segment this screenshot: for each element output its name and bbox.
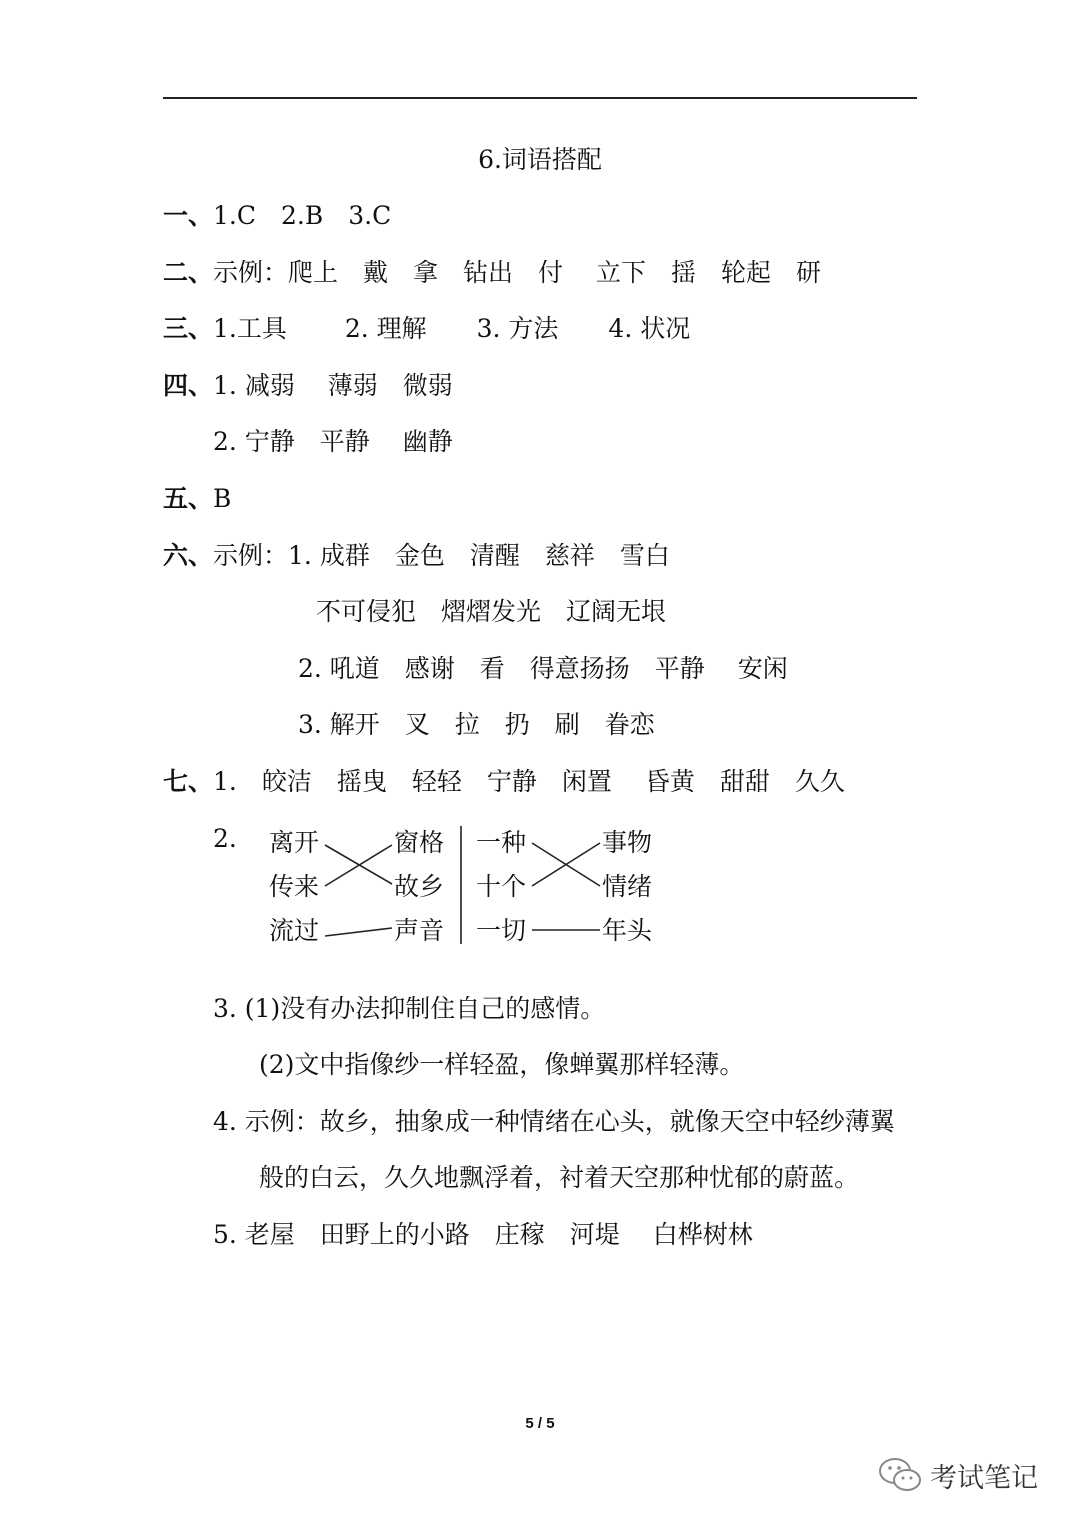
- section-7-text-1: 1. 皎洁 摇曳 轻轻 宁静 闲置 昏黄 甜甜 久久: [213, 767, 845, 796]
- section-6-text-1: 示例：1. 成群 金色 清醒 慈祥 雪白: [213, 541, 670, 570]
- section-2-number: 二、: [163, 258, 214, 287]
- section-5-number: 五、: [163, 484, 214, 513]
- match-right-word: 一种: [476, 828, 527, 857]
- match-left-word: 离开: [269, 828, 320, 857]
- section-7-item-2-number: 2.: [213, 824, 237, 853]
- section-6-number: 六、: [163, 541, 214, 570]
- match-right-target: 事物: [602, 828, 653, 857]
- section-1-text: 1.C 2.B 3.C: [213, 201, 392, 230]
- section-6-line-3: 2. 吼道 感谢 看 得意扬扬 平静 安闲: [298, 654, 788, 683]
- wechat-icon: [876, 1455, 924, 1495]
- section-7-item-5: 5. 老屋 田野上的小路 庄稼 河堤 白桦树林: [213, 1220, 753, 1249]
- match-left-word: 传来: [269, 872, 320, 901]
- section-6-line-2: 不可侵犯 熠熠发光 辽阔无垠: [316, 597, 667, 626]
- page-title: 6.词语搭配: [478, 145, 602, 174]
- section-7-number: 七、: [163, 767, 214, 796]
- match-right-target: 情绪: [602, 872, 653, 901]
- match-left-word: 流过: [269, 916, 320, 945]
- section-2-text: 示例：爬上 戴 拿 钻出 付 立下 揺 轮起 研: [213, 258, 821, 287]
- section-6-line-4: 3. 解开 叉 拉 扔 刷 眷恋: [298, 710, 655, 739]
- watermark: [876, 1455, 1038, 1495]
- match-left-target: 声音: [394, 916, 445, 945]
- section-7-item-4-line-1: 4. 示例：故乡，抽象成一种情绪在心头，就像天空中轻纱薄翼: [213, 1107, 895, 1136]
- match-right-word: 一切: [476, 916, 527, 945]
- section-7-item-4-line-2: 般的白云，久久地飘浮着，衬着天空那种忧郁的蔚蓝。: [259, 1163, 860, 1192]
- match-line: [325, 928, 392, 936]
- section-3-text: 1.工具 2. 理解 3. 方法 4. 状况: [213, 314, 691, 343]
- section-7-item-3-line-2: (2)文中指像纱一样轻盈，像蝉翼那样轻薄。: [259, 1050, 745, 1079]
- section-7-item-3-line-1: 3. (1)没有办法抑制住自己的感情。: [213, 994, 606, 1023]
- section-3-number: 三、: [163, 314, 214, 343]
- section-4-line-2: 2. 宁静 平静 幽静: [213, 427, 453, 456]
- section-4-text-1: 1. 减弱 薄弱 微弱: [213, 371, 453, 400]
- section-5-text: B: [213, 484, 232, 513]
- match-left-target: 故乡: [394, 872, 445, 901]
- section-4-number: 四、: [163, 371, 214, 400]
- match-left-target: 窗格: [394, 828, 445, 857]
- match-right-word: 十个: [476, 872, 527, 901]
- match-right-target: 年头: [602, 916, 653, 945]
- page-number: 5 / 5: [525, 1415, 555, 1432]
- section-1-number: 一、: [163, 201, 214, 230]
- watermark-text: 考试笔记: [930, 1462, 1038, 1494]
